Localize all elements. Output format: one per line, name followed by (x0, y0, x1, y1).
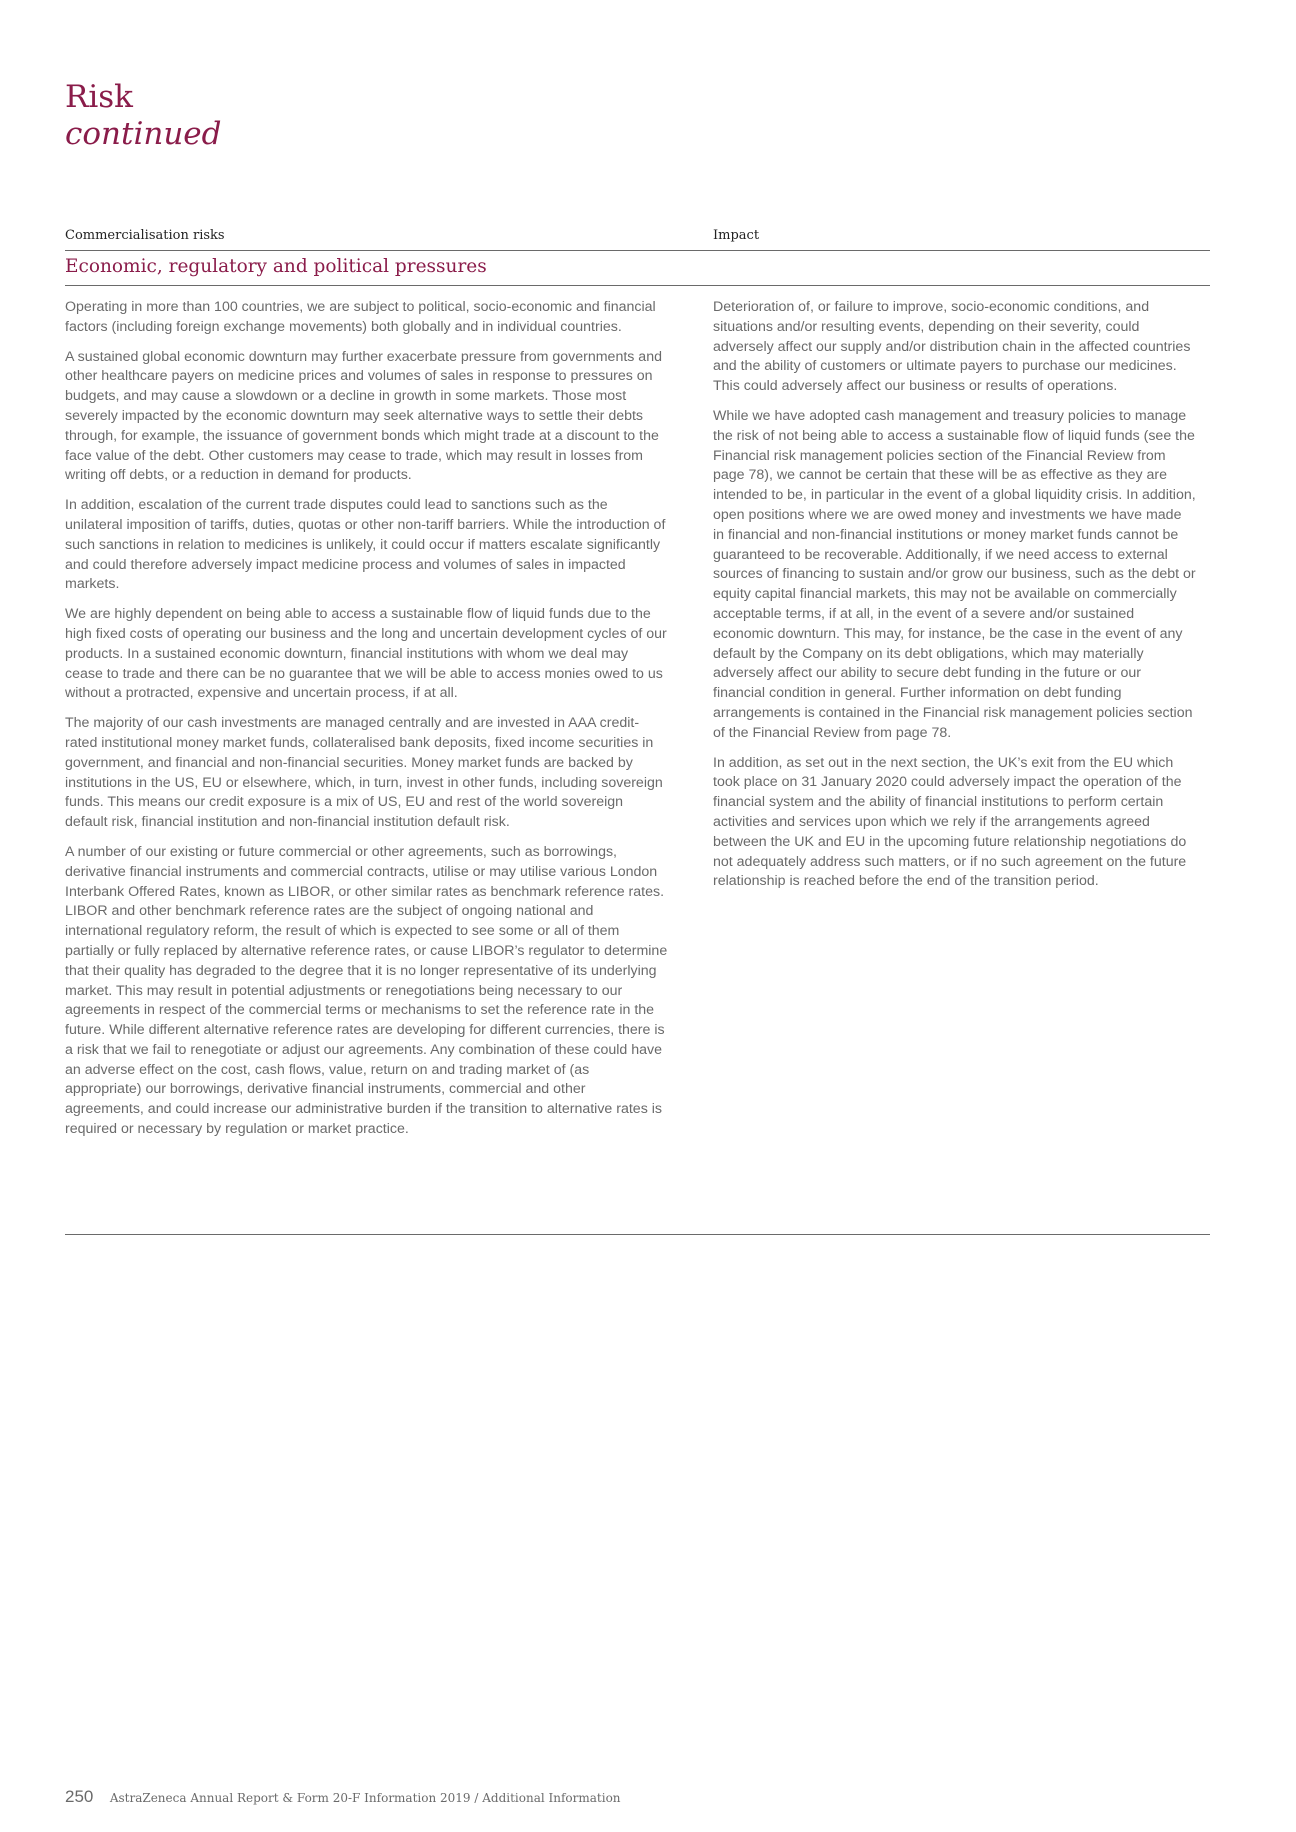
page-footer (65, 1787, 621, 1807)
column-header-commercialisation-risks: Commercialisation risks (65, 228, 225, 243)
risk-paragraph: We are highly dependent on being able to access a sustainable flow of liquid funds due to the high fixed costs of operating our business and the long and uncertain development cycles of our products. In a sustained economic downturn, financial institutions with whom we deal may cease to trade and there can be no guarantee that we will be able to access monies owed to us without a protracted, expensive and uncertain process, if at all. (65, 606, 667, 702)
risk-paragraph: The majority of our cash investments are managed centrally and are invested in AAA credit-rated institutional money market funds, collateralised bank deposits, fixed income securities in government, and financial and non-financial securities. Money market funds are backed by institutions in the US, EU or elsewhere, which, in turn, invest in other funds, including sovereign funds. This means our credit exposure is a mix of US, EU and rest of the world sovereign default risk, financial institution and non-financial institution default risk. (65, 715, 663, 831)
column-header-impact: Impact (713, 228, 760, 243)
footer-text: AstraZeneca Annual Report & Form 20-F Information 2019 / Additional Information (109, 1791, 621, 1805)
risk-paragraph: A number of our existing or future commercial or other agreements, such as borrowings, derivative financial instruments and commercial contracts, utilise or may utilise various London Interbank Offered Rates, known as LIBOR, or other similar rates as benchmark reference rates. LIBOR and other benchmark reference rates are the subject of ongoing national and international regulatory reform, the result of which is expected to see some or all of them partially or fully replaced by alternative reference rates, or cause LIBOR’s regulator to determine that their quality has degraded to the degree that it is no longer representative of its underlying market. This may result in potential adjustments or renegotiations being necessary to our agreements in respect of the commercial terms or mechanisms to set the reference rate in the future. While different alternative reference rates are developing for different currencies, there is a risk that we fail to renegotiate or adjust our agreements. Any combination of these could have an adverse effect on the cost, cash flows, value, return on and trading market of (as appropriate) our borrowings, derivative financial instruments, commercial and other agreements, and could increase our administrative burden if the transition to alternative rates is required or necessary by regulation or market practice. (65, 843, 668, 1138)
page-title: Risk (65, 79, 133, 115)
section-title: Economic, regulatory and political pressures (65, 256, 487, 277)
impact-paragraph: Deterioration of, or failure to improve, socio-economic conditions, and situations and/or resulting events, depending on their severity, could adversely affect our supply and/or distribution chain in the affected countries and the ability of customers or ultimate payers to purchase our medicines. This could adversely affect our business or results of operations. (713, 299, 1191, 395)
table-bottom-divider (65, 1234, 1210, 1235)
risk-paragraph: Operating in more than 100 countries, we are subject to political, socio-economic and financial factors (including foreign exchange movements) both globally and in individual countries. (65, 299, 656, 335)
page-subtitle: continued (65, 116, 222, 152)
page-heading (65, 78, 221, 152)
impact-paragraph: In addition, as set out in the next section, the UK’s exit from the EU which took place on 31 January 2020 could adversely impact the operation of the financial system and the ability of financial institutions to perform certain activities and services upon which we rely if the arrangements agreed between the UK and EU in the upcoming future relationship negotiations do not adequately address such matters, or if no such agreement on the future relationship is reached before the end of the transition period. (713, 754, 1187, 890)
impact-column (713, 298, 1196, 902)
page-number: 250 (65, 1787, 94, 1806)
risk-paragraph: A sustained global economic downturn may further exacerbate pressure from governments and other healthcare payers on medicine prices and volumes of sales in response to pressures on budgets, and may cause a slowdown or a decline in growth in some markets. Those most severely impacted by the economic downturn may seek alternative ways to settle their debts through, for example, the issuance of government bonds which might trade at a discount to the face value of the debt. Other customers may cease to trade, which may result in losses from writing off debts, or a reduction in demand for products. (65, 348, 662, 484)
section-divider (65, 285, 1210, 286)
header-divider (65, 250, 1210, 251)
impact-paragraph: While we have adopted cash management and treasury policies to manage the risk of not being able to access a sustainable flow of liquid funds (see the Financial risk management policies section of the Financial Review from page 78), we cannot be certain that these will be as effective as they are intended to be, in particular in the event of a global liquidity crisis. In addition, open positions where we are owed money and investments we have made in financial and non-financial institutions or money market funds cannot be guaranteed to be recoverable. Additionally, if we need access to external sources of financing to sustain and/or grow our business, such as the debt or equity capital financial markets, this may not be available on commercially acceptable terms, if at all, in the event of a severe and/or sustained economic downturn. This may, for instance, be the case in the event of any default by the Company on its debt obligations, which may materially adversely affect our ability to secure debt funding in the future or our financial condition in general. Further information on debt funding arrangements is contained in the Financial risk management policies section of the Financial Review from page 78. (713, 407, 1196, 741)
risks-column (65, 298, 668, 1150)
risk-paragraph: In addition, escalation of the current trade disputes could lead to sanctions such as the unilateral imposition of tariffs, duties, quotas or other non-tariff barriers. While the introduction of such sanctions in relation to medicines is unlikely, it could occur if matters escalate significantly and could therefore adversely impact medicine process and volumes of sales in impacted markets. (65, 497, 666, 593)
